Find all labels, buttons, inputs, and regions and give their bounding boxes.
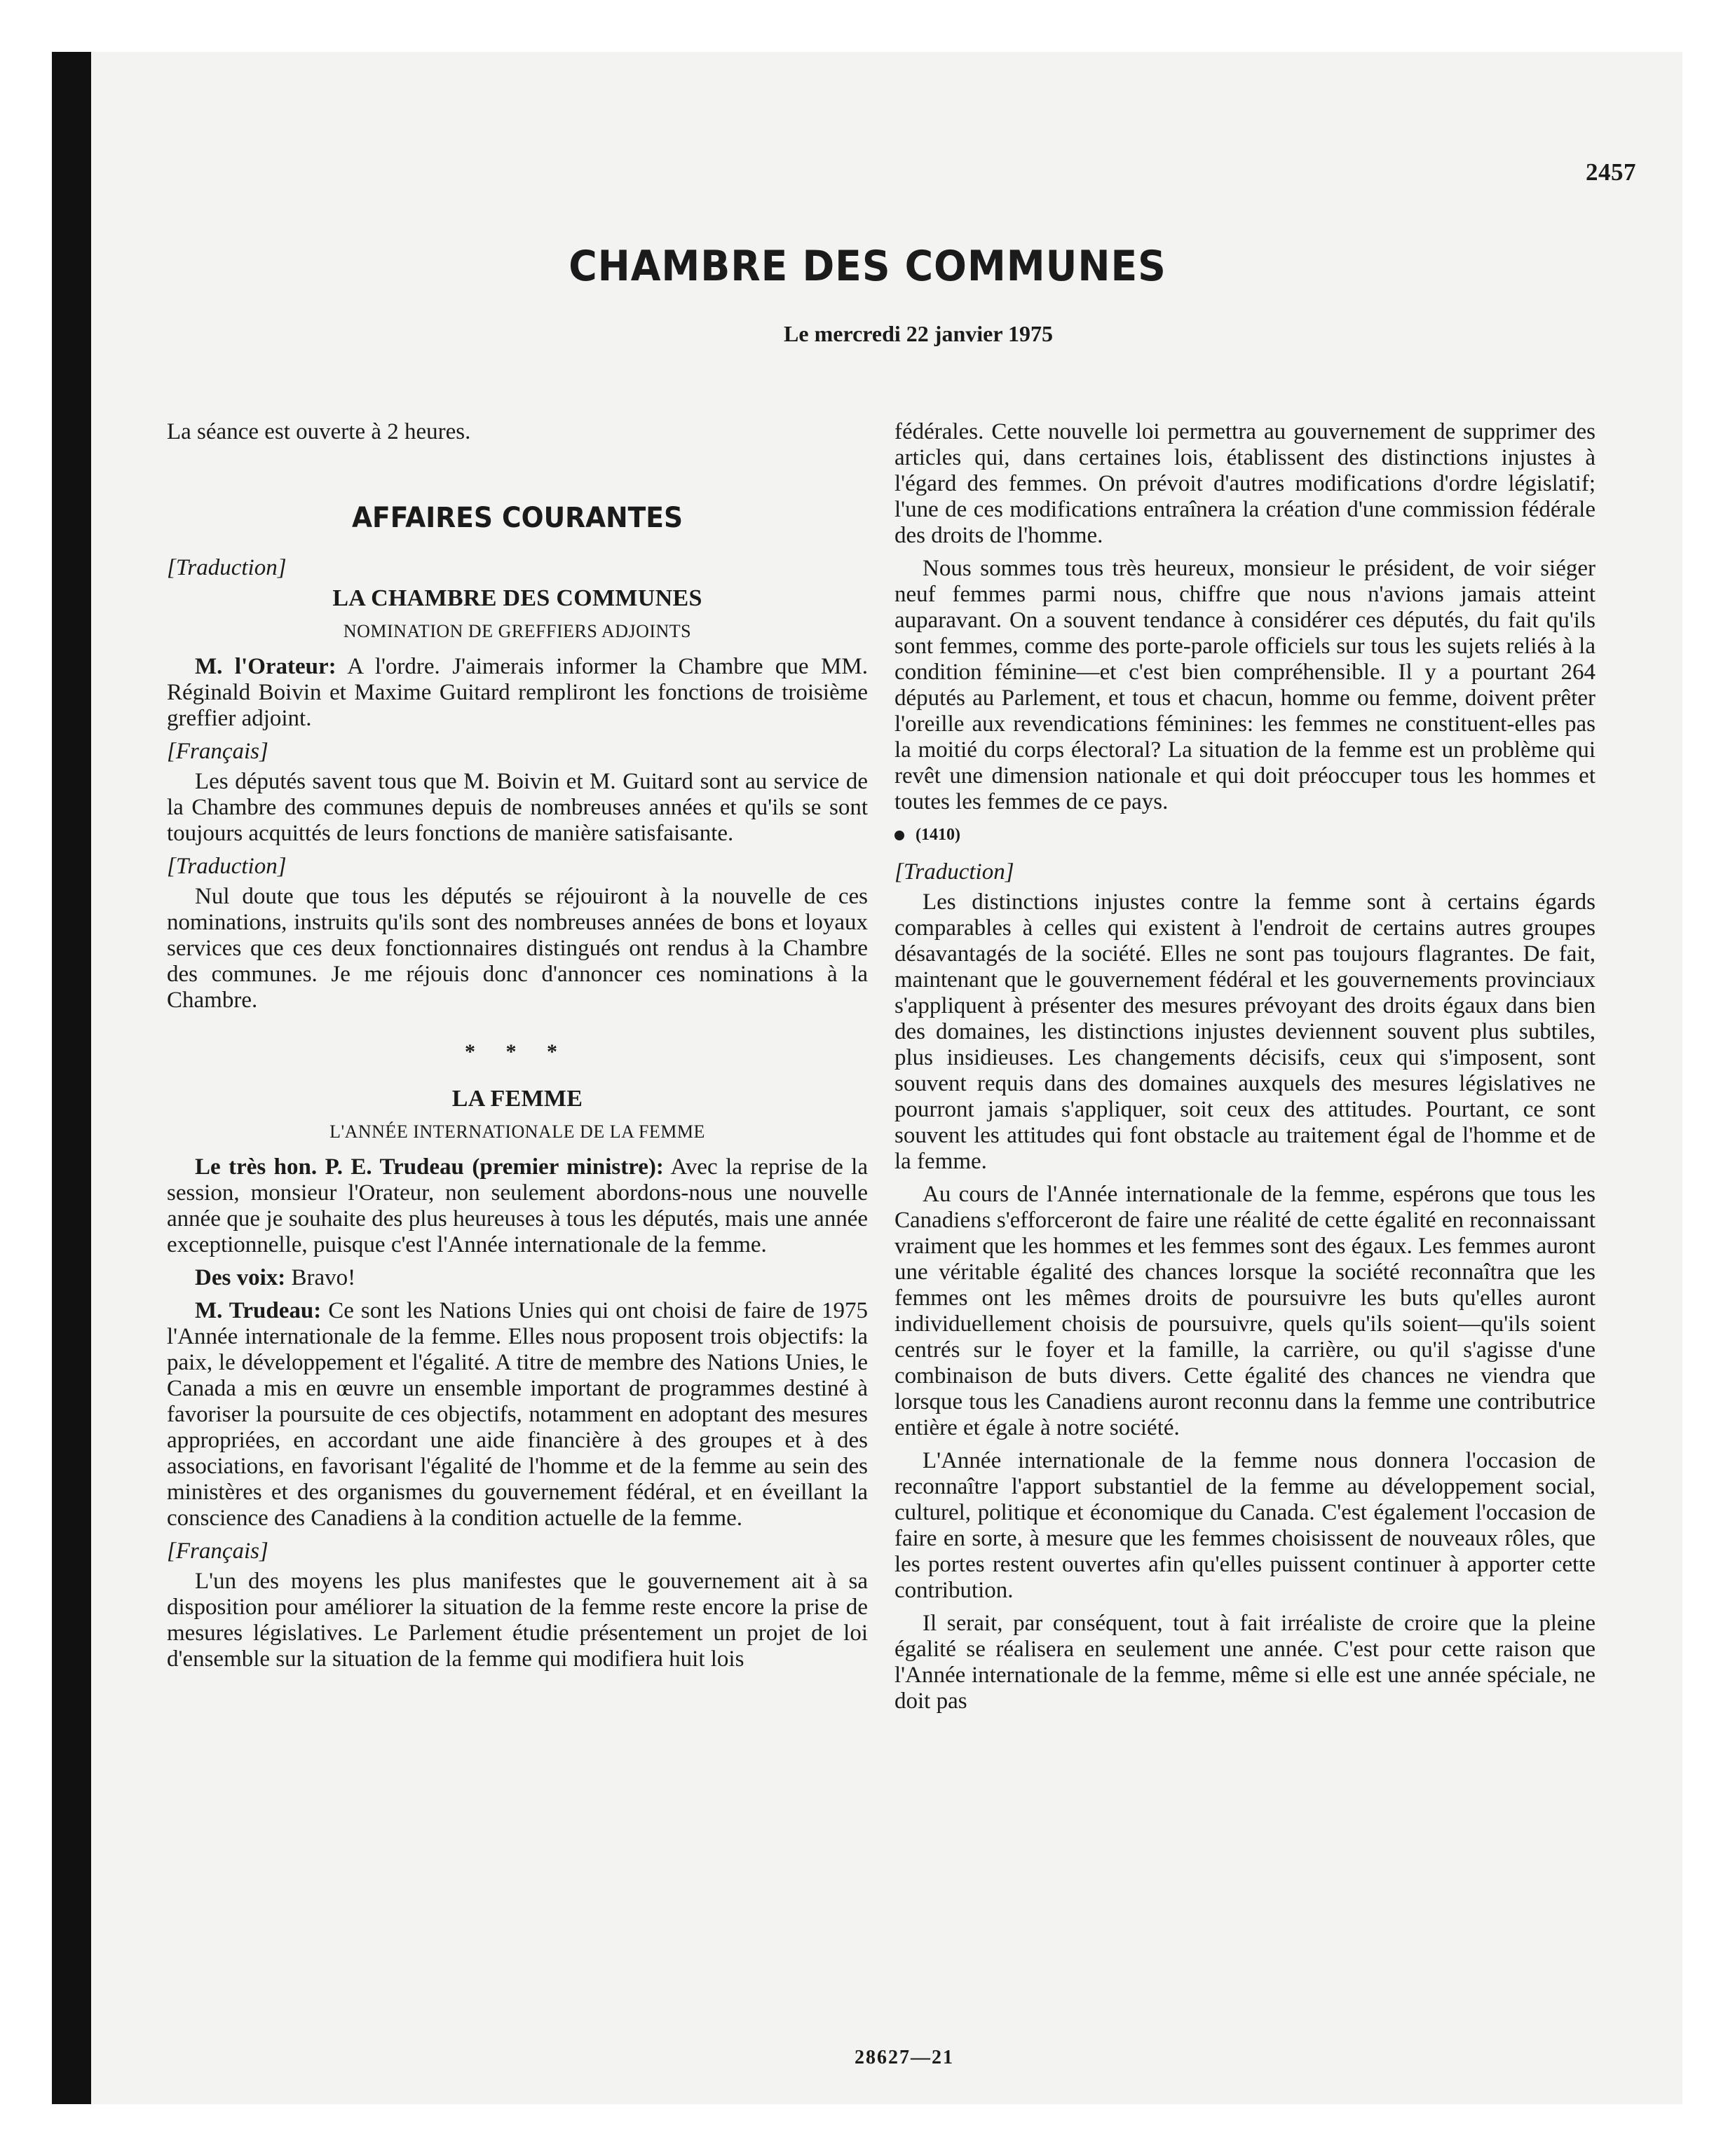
speaker-name: M. Trudeau: bbox=[195, 1298, 322, 1323]
right-column bbox=[894, 419, 1595, 1721]
speech-text: Avec la reprise de la session, monsieur l'Orateur, non seulement abordons-nous une nouvelle année que je souhaite des plus heureuses à tous les députés, mais une année exceptionnelle, puisque c'est l'Année internationale de la femme. bbox=[167, 1154, 868, 1257]
page-title: CHAMBRE DES COMMUNES bbox=[569, 242, 1166, 291]
paragraph-text: Au cours de l'Année internationale de la femme, espérons que tous les Canadiens s'efforceront de faire une réalité de cette égalité en reconnaissant vraiment que les hommes et les femmes sont des égaux. Les femmes auront une véritable égalité des chances lorsque la société reconnaîtra que les femmes ont les mêmes droits de poursuivre les buts qu'elles auront individuellement choisis de poursuivre, quels qu'ils soient—qu'ils soient centrés sur le foyer et la famille, la carrière, ou qu'il s'agisse d'une combinaison de buts divers. Cette égalité des chances ne viendra que lorsque tous les Canadiens auront reconnu dans la femme une contributrice entière et égale à notre société. bbox=[894, 1182, 1595, 1440]
speaker-name: Le très hon. P. E. Trudeau (premier ministre): bbox=[195, 1154, 664, 1180]
speech-text: Bravo! bbox=[285, 1265, 356, 1290]
subheading-annee-internationale: L'ANNÉE INTERNATIONALE DE LA FEMME bbox=[329, 1121, 705, 1142]
section-separator: * * * bbox=[465, 1040, 570, 1063]
paragraph-text: Nul doute que tous les députés se réjouiront à la nouvelle de ces nominations, instruits qu'ils sont des nombreuses années de bons et loyaux services que ces deux fonctionnaires distingués ont rendus à la Chambre des communes. Je me réjouis donc d'annoncer ces nominations à la Chambre. bbox=[167, 884, 868, 1013]
language-tag: [Français] bbox=[167, 739, 268, 764]
opening-line: La séance est ouverte à 2 heures. bbox=[167, 419, 471, 444]
speech-text: Ce sont les Nations Unies qui ont choisi de faire de 1975 l'Année internationale de la femme. Elles nous proposent trois objectifs: la paix, le développement et l'égalité. A titre de membre des Nations Unies, le Canada a mis en œuvre un ensemble important de programmes destiné à favoriser la poursuite de ces objectifs, notamment en adoptant des mesures appropriées, en accordant une aide financière à des groupes et à des associations, en favorisant l'égalité de l'homme et de la femme au sein des ministères et des organismes du gouvernement fédéral, et en éveillant la conscience des Canadiens à la condition actuelle de la femme. bbox=[167, 1298, 868, 1531]
speaker-name: M. l'Orateur: bbox=[195, 654, 336, 679]
section-heading-femme: LA FEMME bbox=[451, 1086, 583, 1112]
scan-binding-edge bbox=[52, 52, 91, 2104]
paragraph-trudeau-2 bbox=[167, 1298, 868, 1531]
paragraph-text: Les distinctions injustes contre la femme sont à certains égards comparables à celles qui existent à l'endroit de certains autres groupes désavantagés de la société. Elles ne sont pas toujours flagrantes. De fait, maintenant que le gouvernement fédéral et les gouvernements provinciaux s'appliquent à présenter des mesures prévoyant des droits égaux dans bien des domaines, les distinctions injustes deviennent souvent plus subtiles, plus insidieuses. Les changements décisifs, ceux qui s'imposent, sont souvent requis dans des domaines auxquels des mesures législatives ne pourront jamais s'appliquer, soit ceux des attitudes. Pourtant, ce sont souvent les attitudes qui font obstacle au traitement égal de l'homme et de la femme. bbox=[894, 889, 1595, 1174]
printer-code: 28627—21 bbox=[855, 2047, 954, 2068]
time-value: (1410) bbox=[916, 826, 960, 844]
paragraph-text: fédérales. Cette nouvelle loi permettra au gouvernement de supprimer des articles qui, dans certaines lois, établissent des distinctions injustes à l'égard des femmes. On prévoit d'autres modifications d'ordre législatif; l'une de ces modifications entraînera la création d'une commission fédérale des droits de l'homme. bbox=[894, 419, 1595, 548]
paragraph-text: L'Année internationale de la femme nous donnera l'occasion de reconnaître l'apport substantiel de la femme au développement social, culturel, politique et économique du Canada. C'est également l'occasion de faire en sorte, à mesure que les femmes choisissent de nouveaux rôles, que les portes restent ouvertes afin qu'elles puissent continuer à apporter cette contribution. bbox=[894, 1448, 1595, 1603]
speech-text: A l'ordre. J'aimerais informer la Chambre que MM. Réginald Boivin et Maxime Guitard rempliront les fonctions de troisième greffier adjoint. bbox=[167, 654, 868, 731]
section-heading-chambre: LA CHAMBRE DES COMMUNES bbox=[332, 585, 702, 611]
sitting-date: Le mercredi 22 janvier 1975 bbox=[784, 321, 1053, 346]
bullet-icon bbox=[894, 831, 904, 840]
heading-affaires-courantes: AFFAIRES COURANTES bbox=[351, 502, 683, 534]
speaker-name: Des voix: bbox=[195, 1265, 286, 1290]
translation-tag: [Traduction] bbox=[167, 854, 287, 879]
page-number: 2457 bbox=[1586, 158, 1636, 186]
subheading-nomination: NOMINATION DE GREFFIERS ADJOINTS bbox=[343, 621, 692, 641]
paragraph-text: Nous sommes tous très heureux, monsieur le président, de voir siéger neuf femmes parmi nous, chiffre que nous n'avions jamais atteint auparavant. On a souvent tendance à considérer ces députés, du fait qu'ils sont femmes, comme des porte-parole officiels sur tous les sujets reliés à la condition féminine—et c'est bien compréhensible. Il y a pourtant 264 députés au Parlement, et tous et chacun, homme ou femme, doivent prêter l'oreille aux revendications féminines: les femmes ne constituent-elles pas la moitié du corps électoral? La situation de la femme est un problème qui revêt une dimension nationale et qui doit préoccuper tous les hommes et toutes les femmes de ce pays. bbox=[894, 556, 1595, 814]
translation-tag: [Traduction] bbox=[894, 859, 1014, 885]
paragraph-text: L'un des moyens les plus manifestes que le gouvernement ait à sa disposition pour améliorer la situation de la femme reste encore la prise de mesures législatives. Le Parlement étudie présentement un projet de loi d'ensemble sur la situation de la femme qui modifiera huit lois bbox=[167, 1569, 868, 1672]
paragraph-orateur bbox=[167, 654, 868, 732]
translation-tag: [Traduction] bbox=[167, 555, 287, 580]
left-column bbox=[167, 419, 868, 1679]
paragraph-text: Il serait, par conséquent, tout à fait irréaliste de croire que la pleine égalité se réalisera en seulement une année. C'est pour cette raison que l'Année internationale de la femme, même si elle est une année spéciale, ne doit pas bbox=[894, 1611, 1595, 1714]
language-tag: [Français] bbox=[167, 1538, 268, 1564]
paragraph-voix bbox=[167, 1265, 868, 1291]
paragraph-text: Les députés savent tous que M. Boivin et M. Guitard sont au service de la Chambre des communes depuis de nombreuses années et qu'ils se sont toujours acquittés de leurs fonctions de manière satisfaisante. bbox=[167, 769, 868, 846]
paragraph-trudeau bbox=[167, 1154, 868, 1258]
time-marker bbox=[894, 822, 1595, 848]
